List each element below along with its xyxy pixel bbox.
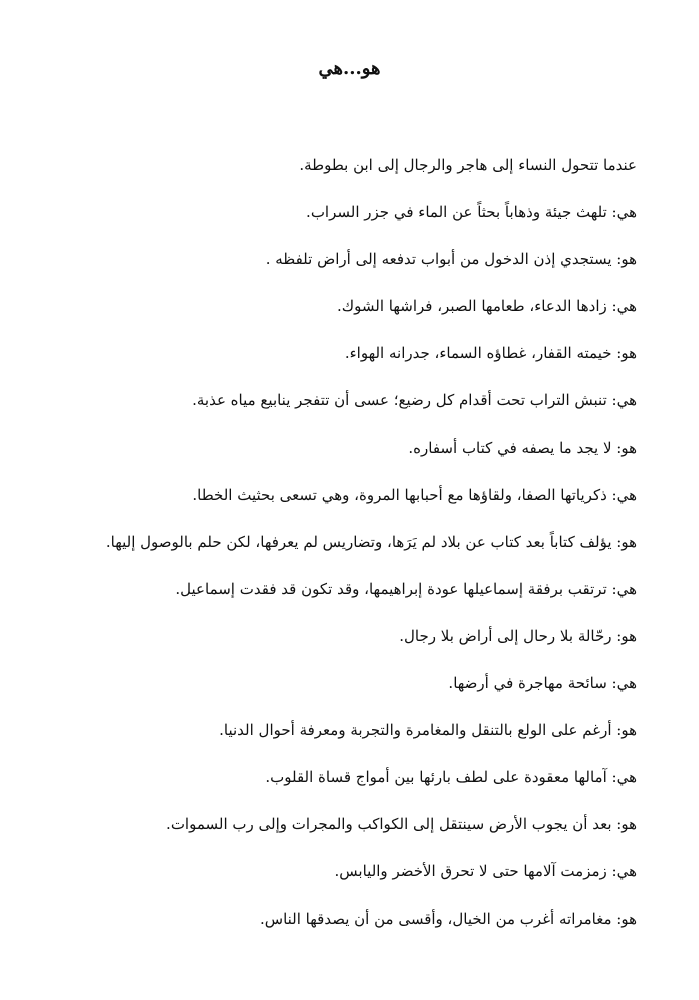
paragraph-line: هو: أرغم على الولع بالتنقل والمغامرة والتجربة ومعرفة أحوال الدنيا. [219, 721, 637, 740]
paragraph-line: هو: يستجدي إذن الدخول من أبواب تدفعه إلى أراض تلفظه . [265, 250, 637, 269]
paragraph-line: هو: خيمته القفار، غطاؤه السماء، جدرانه الهواء. [344, 344, 637, 363]
paragraph-line: هو: يؤلف كتاباً بعد كتاب عن بلاد لم يَرَها، وتضاريس لم يعرفها، لكن حلم بالوصول إليها. [105, 532, 637, 551]
paragraph-line: هي: ترتقب برفقة إسماعيلها عودة إبراهيمها، وقد تكون قد فقدت إسماعيل. [175, 579, 637, 598]
paragraph-line: عندما تتحول النساء إلى هاجر والرجال إلى ابن بطوطة. [299, 156, 637, 174]
paragraph-line: هي: تلهث جيئة وذهاباً بحثاً عن الماء في جزر السراب. [306, 203, 637, 222]
paragraph-line: هو: بعد أن يجوب الأرض سينتقل إلى الكواكب والمجرات وإلى رب السموات. [166, 815, 637, 834]
paragraph-line: هو: رحّالة بلا رحال إلى أراض بلا رجال. [399, 626, 637, 645]
paragraph-line: هي: تنبش التراب تحت أقدام كل رضيع؛ عسى أن تتفجر ينابيع مياه عذبة. [192, 391, 637, 410]
paragraph-line: هي: زادها الدعاء، طعامها الصبر، فراشها الشوك. [337, 297, 637, 316]
document-title: هو...هي [318, 58, 381, 79]
document-body [77, 142, 637, 943]
paragraph-line: هو: لا يجد ما يصفه في كتاب أسفاره. [408, 438, 637, 457]
paragraph-line: هي: آمالها معقودة على لطف بارئها بين أمواج قساة القلوب. [265, 768, 637, 787]
paragraph-line: هو: مغامراته أغرب من الخيال، وأقسى من أن يصدقها الناس. [259, 909, 637, 928]
paragraph-line: هي: سائحة مهاجرة في أرضها. [448, 674, 637, 693]
paragraph-line: هي: ذكرياتها الصفا، ولقاؤها مع أحبابها المروة، وهي تسعى بحثيث الخطا. [192, 485, 637, 504]
paragraph-line: هي: زمزمت آلامها حتى لا تحرق الأخضر واليابس. [334, 862, 637, 881]
